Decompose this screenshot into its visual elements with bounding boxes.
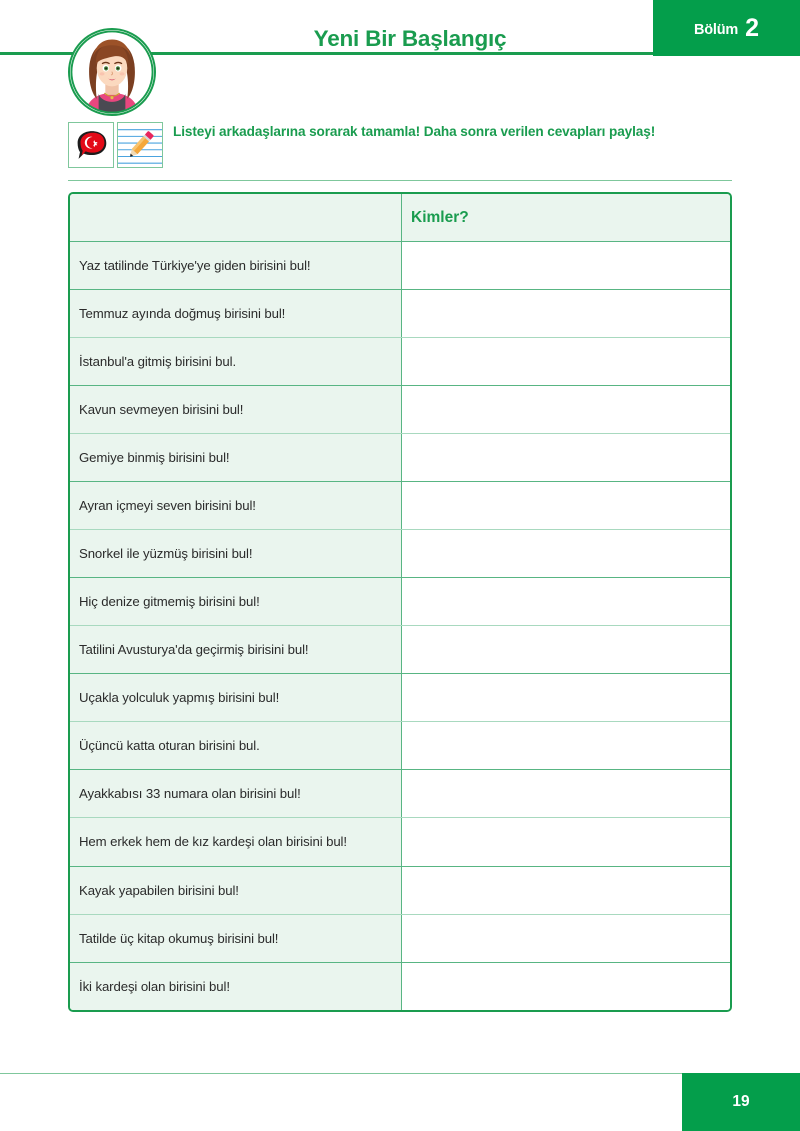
- table-row: [70, 241, 730, 289]
- answer-cell[interactable]: [402, 434, 730, 481]
- answer-cell[interactable]: [402, 578, 730, 625]
- chapter-number: 2: [745, 13, 759, 42]
- table-row: [70, 289, 730, 337]
- instruction-divider-rule: [68, 180, 732, 181]
- chapter-badge: [653, 0, 800, 56]
- prompt-cell: Hiç denize gitmemiş birisini bul!: [70, 578, 402, 625]
- table-row: [70, 673, 730, 721]
- answer-cell[interactable]: [402, 770, 730, 817]
- prompt-cell: Temmuz ayında doğmuş birisini bul!: [70, 290, 402, 337]
- page-number-badge: [682, 1073, 800, 1131]
- prompt-cell: İstanbul'a gitmiş birisini bul.: [70, 338, 402, 385]
- prompt-cell: Ayakkabısı 33 numara olan birisini bul!: [70, 770, 402, 817]
- table-row: [70, 481, 730, 529]
- footer-divider-rule: [0, 1073, 800, 1074]
- prompt-cell: Kavun sevmeyen birisini bul!: [70, 386, 402, 433]
- prompt-cell: Uçakla yolculuk yapmış birisini bul!: [70, 674, 402, 721]
- table-row: [70, 385, 730, 433]
- table-row: [70, 337, 730, 385]
- answer-cell[interactable]: [402, 482, 730, 529]
- column-header-prompt: [70, 194, 402, 241]
- table-row: [70, 914, 730, 962]
- answer-cell[interactable]: [402, 818, 730, 866]
- page-header: [0, 0, 800, 118]
- table-row: [70, 769, 730, 817]
- prompt-cell: İki kardeşi olan birisini bul!: [70, 963, 402, 1010]
- answer-cell[interactable]: [402, 338, 730, 385]
- prompt-cell: Snorkel ile yüzmüş birisini bul!: [70, 530, 402, 577]
- answer-cell[interactable]: [402, 963, 730, 1010]
- answer-cell[interactable]: [402, 530, 730, 577]
- answer-cell[interactable]: [402, 626, 730, 673]
- prompt-cell: Gemiye binmiş birisini bul!: [70, 434, 402, 481]
- table-row: [70, 625, 730, 673]
- prompt-cell: Kayak yapabilen birisini bul!: [70, 867, 402, 914]
- table-row: [70, 817, 730, 866]
- table-row: [70, 529, 730, 577]
- answer-cell[interactable]: [402, 290, 730, 337]
- table-header-row: [70, 194, 730, 241]
- answer-cell[interactable]: [402, 386, 730, 433]
- table-row: [70, 721, 730, 769]
- table-row: [70, 866, 730, 914]
- prompt-cell: Hem erkek hem de kız kardeşi olan birisini bul!: [70, 818, 402, 866]
- page-number: 19: [732, 1093, 750, 1110]
- prompt-cell: Yaz tatilinde Türkiye'ye giden birisini bul!: [70, 242, 402, 289]
- turkish-flag-speech-bubble-icon: [68, 122, 114, 168]
- table-row: [70, 433, 730, 481]
- table-row: [70, 962, 730, 1010]
- prompt-cell: Ayran içmeyi seven birisini bul!: [70, 482, 402, 529]
- prompt-cell: Tatilde üç kitap okumuş birisini bul!: [70, 915, 402, 962]
- instruction-text: Listeyi arkadaşlarına sorarak tamamla! Daha sonra verilen cevapları paylaş!: [173, 124, 656, 139]
- answer-cell[interactable]: [402, 674, 730, 721]
- chapter-label: Bölüm: [693, 22, 739, 38]
- table-row: [70, 577, 730, 625]
- page-title: Yeni Bir Başlangıç: [313, 26, 507, 51]
- answer-cell[interactable]: [402, 242, 730, 289]
- pencil-on-lined-paper-icon: [117, 122, 163, 168]
- prompt-cell: Üçüncü katta oturan birisini bul.: [70, 722, 402, 769]
- find-someone-who-table: [68, 192, 732, 1012]
- answer-cell[interactable]: [402, 867, 730, 914]
- answer-cell[interactable]: [402, 915, 730, 962]
- answer-cell[interactable]: [402, 722, 730, 769]
- girl-avatar-icon: [68, 28, 156, 116]
- column-header-kimler: Kimler?: [402, 194, 730, 241]
- prompt-cell: Tatilini Avusturya'da geçirmiş birisini bul!: [70, 626, 402, 673]
